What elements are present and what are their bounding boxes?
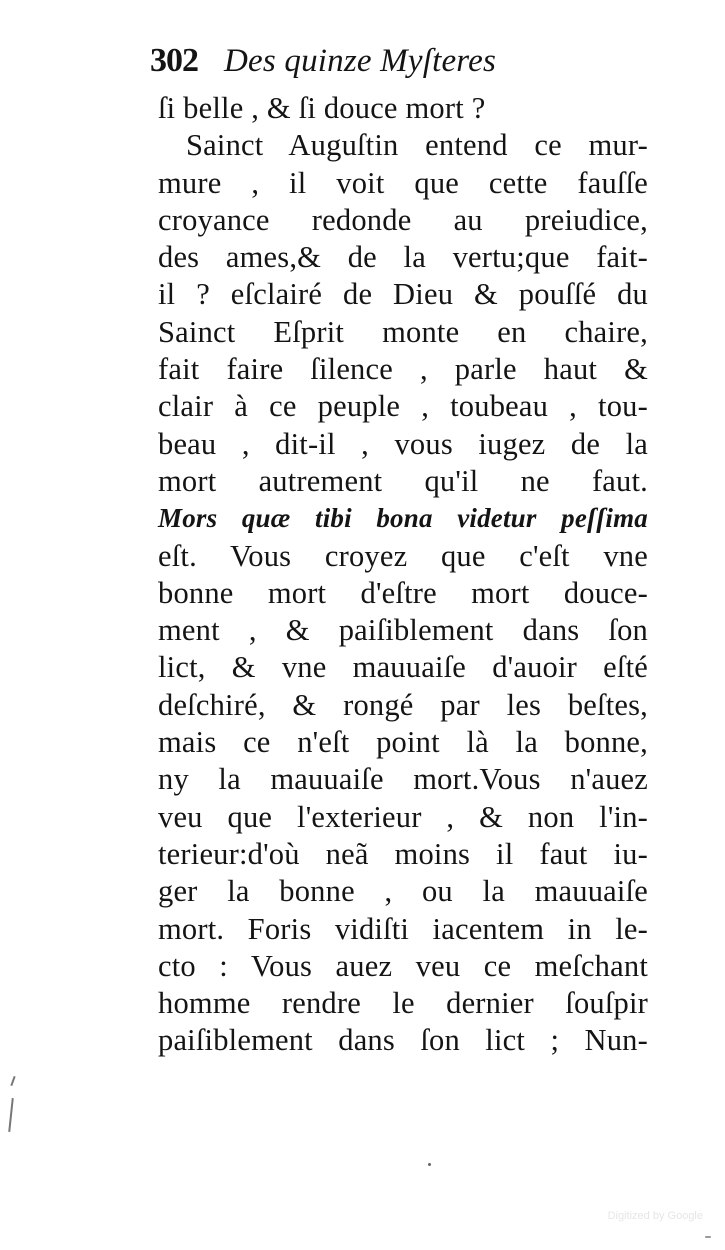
- latin-quote-line: Mors quæ tibi bona videtur peſſima: [158, 503, 648, 534]
- text-line: ger la bonne , ou la mauuaiſe: [158, 874, 648, 909]
- text-line: homme rendre le dernier ſouſpir: [158, 986, 648, 1021]
- text-line: ment , & paiſiblement dans ſon: [158, 613, 648, 648]
- speck: [428, 1163, 431, 1166]
- text-line: lict, & vne mauuaiſe d'auoir eſté: [158, 650, 648, 685]
- text-line: ny la mauuaiſe mort.Vous n'auez: [158, 762, 648, 797]
- text-line: mort. Foris vidiſti iacentem in le-: [158, 911, 648, 946]
- body-text: [158, 90, 648, 1060]
- text-line: Sainct Auguſtin entend ce mur-: [186, 128, 648, 163]
- watermark: Digitized by Google: [607, 1210, 703, 1222]
- text-line: mort autrement qu'il ne faut.: [158, 463, 648, 498]
- speck: [705, 1236, 711, 1238]
- page-number: 302: [150, 42, 198, 79]
- text-line: paiſiblement dans ſon lict ; Nun-: [158, 1023, 648, 1058]
- text-line: eſt. Vous croyez que c'eſt vne: [158, 538, 648, 573]
- text-line: Sainct Eſprit monte en chaire,: [158, 314, 648, 349]
- text-line: ſi belle , & ſi douce mort ?: [158, 91, 486, 125]
- margin-mark: [10, 1076, 15, 1086]
- text-line: cto : Vous auez veu ce meſchant: [158, 948, 648, 983]
- text-line: clair à ce peuple , toubeau , tou-: [158, 389, 648, 424]
- text-line: deſchiré, & rongé par les beſtes,: [158, 687, 648, 722]
- running-title: Des quinze Myſteres: [224, 43, 497, 79]
- text-line: terieur:d'où neã moins il faut iu-: [158, 836, 648, 871]
- text-line: fait faire ſilence , parle haut &: [158, 352, 648, 387]
- text-line: beau , dit-il , vous iugez de la: [158, 426, 648, 461]
- text-line: croyance redonde au preiudice,: [158, 202, 648, 237]
- text-line: bonne mort d'eſtre mort douce-: [158, 575, 648, 610]
- text-line: veu que l'exterieur , & non l'in-: [158, 799, 648, 834]
- margin-mark: [8, 1098, 14, 1132]
- text-line: mure , il voit que cette fauſſe: [158, 165, 648, 200]
- text-line: des ames,& de la vertu;que fait-: [158, 240, 648, 275]
- text-line: mais ce n'eſt point là la bonne,: [158, 725, 648, 760]
- text-line: il ? eſclairé de Dieu & pouſſé du: [158, 277, 648, 312]
- page-header: [150, 42, 620, 90]
